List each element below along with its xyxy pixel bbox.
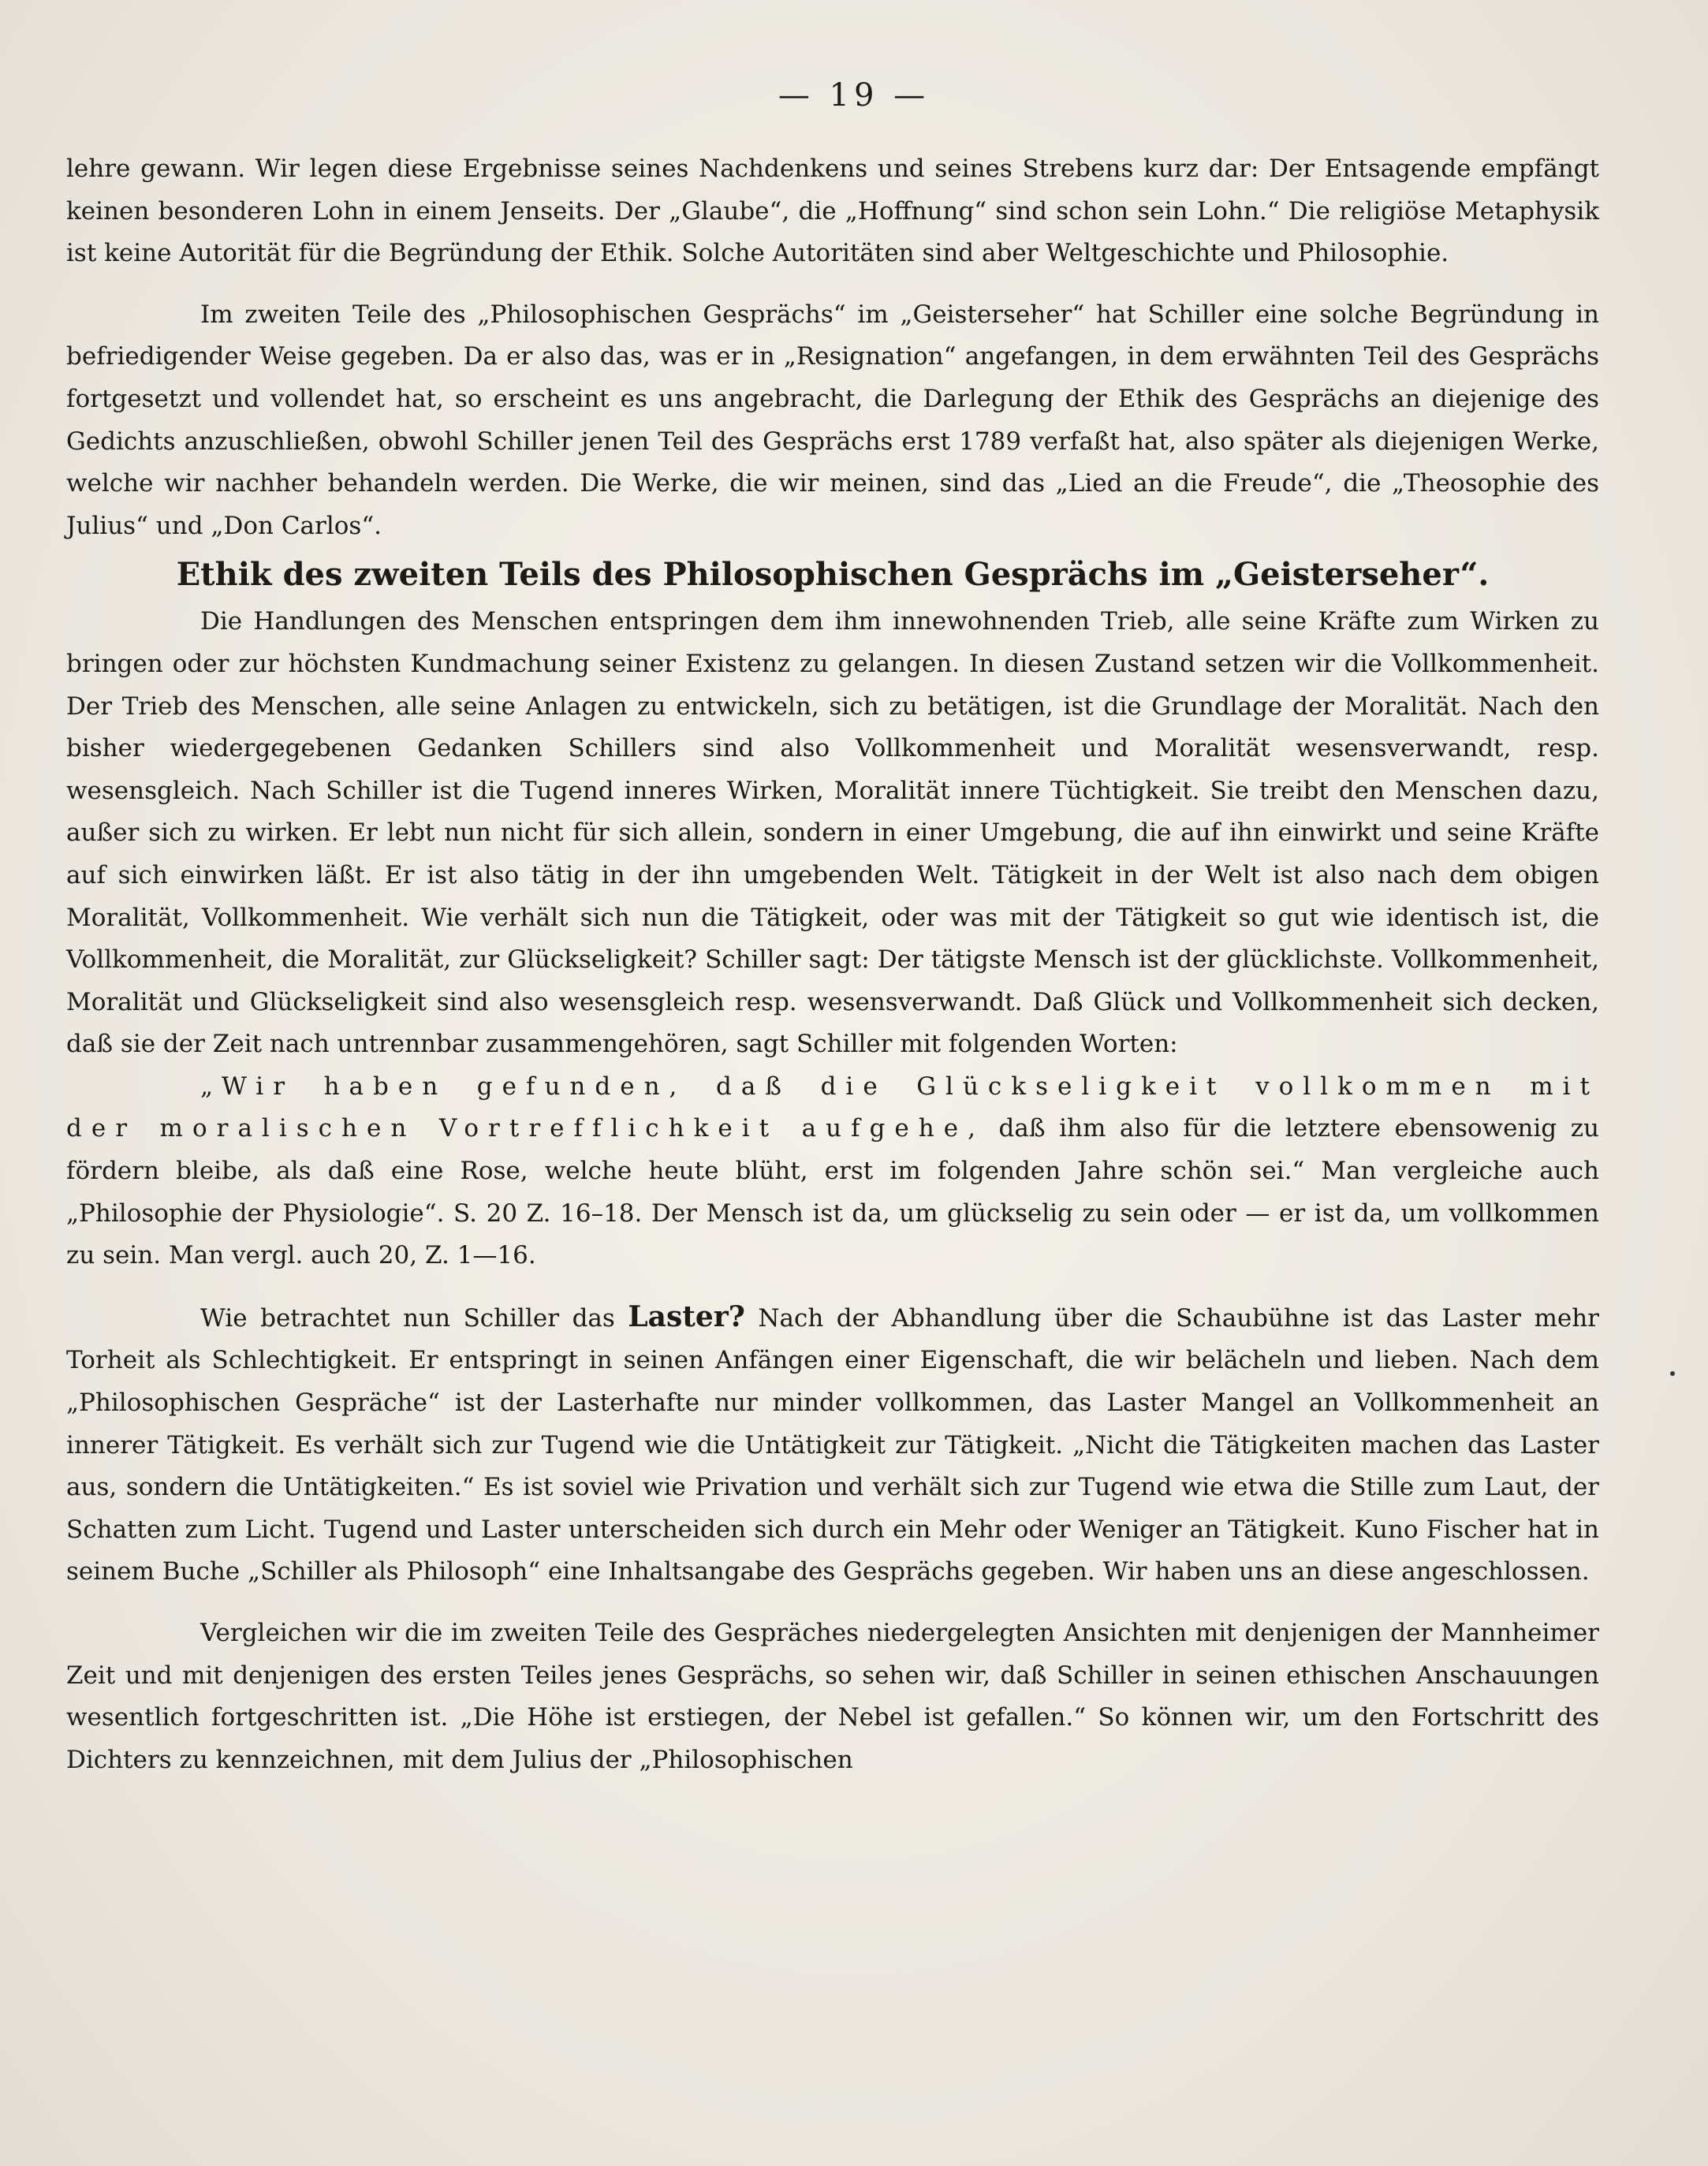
paragraph — [66, 1296, 1599, 1594]
paragraph-text: Wie betrachtet nun Schiller das — [200, 1303, 628, 1333]
paragraph: Die Handlungen des Menschen entspringen dem ihm innewohnenden Trieb, alle seine Kräfte zum Wirken zu bringen oder zur höchsten Kundmachung seiner Existenz zu gelangen. In diesen Zustand setzen wir die Vollkommenheit. Der Trieb des Menschen, alle seine Anlagen zu entwickeln, sich zu betätigen, ist die Grundlage der Moralität. Nach den bisher wiedergegebenen Gedanken Schillers sind also Vollkommenheit und Moralität wesensverwandt, resp. wesensgleich. Nach Schiller ist die Tugend inneres Wirken, Moralität innere Tüchtigkeit. Sie treibt den Menschen dazu, außer sich zu wirken. Er lebt nun nicht für sich allein, sondern in einer Umgebung, die auf ihn einwirkt und seine Kräfte auf sich einwirken läßt. Er ist also tätig in der ihn umgebenden Welt. Tätigkeit in der Welt ist also nach dem obigen Moralität, Vollkommenheit. Wie verhält sich nun die Tätigkeit, oder was mit der Tätigkeit so gut wie identisch ist, die Vollkommenheit, die Moralität, zur Glückseligkeit? Schiller sagt: Der tätigste Mensch ist der glücklichste. Vollkommenheit, Moralität und Glückseligkeit sind also wesensgleich resp. wesensverwandt. Daß Glück und Vollkommenheit sich decken, daß sie der Zeit nach untrennbar zusammengehören, sagt Schiller mit folgenden Worten: — [66, 607, 1599, 1059]
paragraph: lehre gewann. Wir legen diese Ergebnisse seines Nachdenkens und seines Strebens kurz dar: Der Entsagende empfängt keinen besonderen Lohn in einem Jenseits. Der „Glaube“, die „Hoffnung“ sind schon sein Lohn.“ Die religiöse Metaphysik ist keine Autorität für die Begründung der Ethik. Solche Autoritäten sind aber Weltgeschichte und Philosophie. — [66, 155, 1599, 268]
quotation-paragraph — [66, 1066, 1599, 1277]
paragraph-text: Nach der Abhandlung über die Schaubühne ist das Laster mehr Torheit als Schlechtigkeit. Er entspringt in seinen Anfängen einer Eigenschaft, die wir belächeln und lieben. Nach dem „Philosophischen Gespräche“ ist der Lasterhafte nur minder vollkommen, das Laster Mangel an Vollkommenheit an innerer Tätigkeit. Es verhält sich zur Tugend wie die Untätigkeit zur Tätigkeit. „Nicht die Tätigkeiten machen das Laster aus, sondern die Untätigkeiten.“ Es ist soviel wie Privation und verhält sich zur Tugend wie etwa die Stille zum Laut, der Schatten zum Licht. Tugend und Laster unterscheiden sich durch ein Mehr oder Weniger an Tätigkeit. Kuno Fischer hat in seinem Buche „Schiller als Philosoph“ eine Inhaltsangabe des Gesprächs gegeben. Wir haben uns an diese angeschlossen. — [66, 1303, 1599, 1586]
quotation-spaced-text: „Wir haben gefunden, daß die Glückseligkeit vollkommen mit der moralischen Vortrefflichkeit aufgehe, — [66, 1072, 1599, 1143]
margin-dot — [1670, 1371, 1675, 1376]
page-number: — 19 — — [778, 77, 930, 114]
paragraph: Vergleichen wir die im zweiten Teile des Gespräches niedergelegten Ansichten mit denjenigen der Mannheimer Zeit und mit denjenigen des ersten Teiles jenes Gesprächs, so sehen wir, daß Schiller in seinen ethischen Anschauungen wesentlich fortgeschritten ist. „Die Höhe ist erstiegen, der Nebel ist gefallen.“ So können wir, um den Fortschritt des Dichters zu kennzeichnen, mit dem Julius der „Philosophischen — [66, 1619, 1599, 1774]
inline-heading-laster: Laster? — [628, 1299, 745, 1333]
body-text — [66, 148, 1599, 1781]
section-heading: Ethik des zweiten Teils des Philosophischen Gesprächs im „Geisterseher“. — [176, 556, 1490, 594]
quotation-text: daß ihm also für die letztere ebensowenig zu fördern bleibe, als daß eine Rose, welche heute blüht, erst im folgenden Jahre schön sei.“ Man vergleiche auch „Philosophie der Physiologie“. S. 20 Z. 16–18. Der Mensch ist da, um glückselig zu sein oder — er ist da, um vollkommen zu sein. Man vergl. auch 20, Z. 1—16. — [66, 1114, 1599, 1270]
paragraph: Im zweiten Teile des „Philosophischen Gesprächs“ im „Geisterseher“ hat Schiller eine solche Begründung in befriedigender Weise gegeben. Da er also das, was er in „Resignation“ angefangen, in dem erwähnten Teil des Gesprächs fortgesetzt und vollendet hat, so erscheint es uns angebracht, die Darlegung der Ethik des Gesprächs an diejenige des Gedichts anzuschließen, obwohl Schiller jenen Teil des Gesprächs erst 1789 verfaßt hat, also später als diejenigen Werke, welche wir nachher behandeln werden. Die Werke, die wir meinen, sind das „Lied an die Freude“, die „Theosophie des Julius“ und „Don Carlos“. — [66, 300, 1599, 540]
